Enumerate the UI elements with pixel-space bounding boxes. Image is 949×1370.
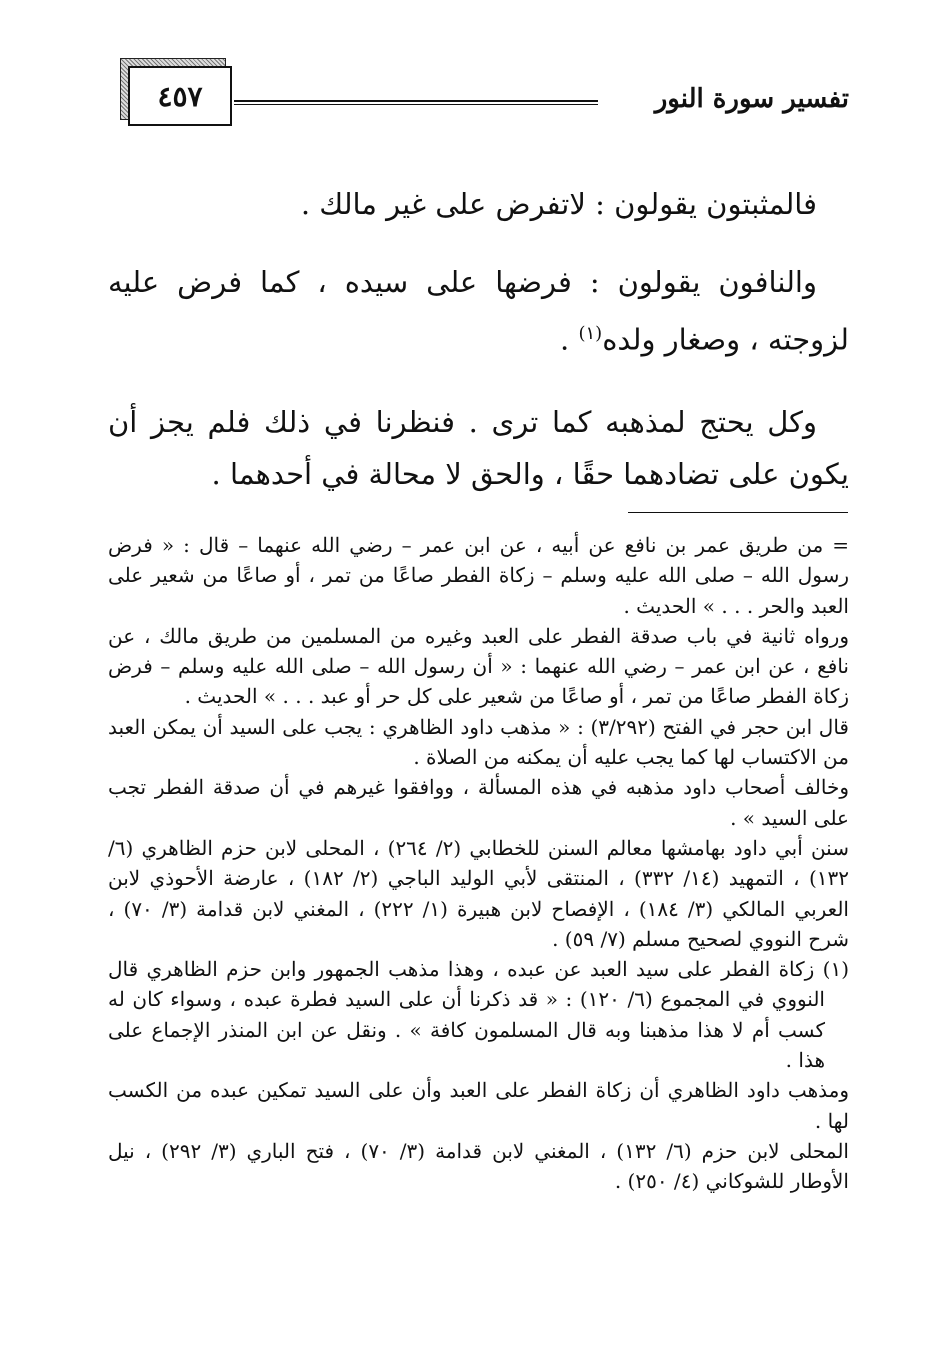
footnote-para-4: وخالف أصحاب داود مذهبه في هذه المسألة ، ووافقوا غيرهم في أن صدقة الفطر تجب على السيد » . <box>108 775 849 830</box>
page-number-box <box>120 58 232 126</box>
footnote-continuation: = من طريق عمر بن نافع عن أبيه ، عن ابن عمر – رضي الله عنهما – قال : « فرض رسول الله – صلى الله عليه وسلم – زكاة الفطر صاعًا من تمر ، أو صاعًا من شعير على العبد والحر . . . » الحديث . <box>108 533 849 618</box>
page-number: ٤٥٧ <box>128 66 232 126</box>
footnote-para-3: قال ابن حجر في الفتح (٣/٢٩٢) : « مذهب داود الظاهري : يجب على السيد أن يمكن العبد من الاكتساب لها كما يجب عليه أن يمكنه من الصلاة . <box>108 714 849 770</box>
paragraph-1: فالمثبتون يقولون : لاتفرض على غير مالك . <box>300 187 817 221</box>
footnotes <box>108 530 849 1197</box>
footnote-sources-1: سنن أبي داود بهامشها معالم السنن للخطابي (٢/ ٢٦٤) ، المحلى لابن حزم الظاهري (٦/ ١٣٢) ، التمهيد (١٤/ ٣٣٢) ، المنتقى لأبي الوليد الباجي (٢/ ١٨٢) ، عارضة الأحوذي لابن العربي المالكي (٣/ ١٨٤) ، الإفصاح لابن هبيرة (١/ ٢٢٢) ، المغني لابن قدامة (٣/ ٧٠) ، شرح النووي لصحيح مسلم (٧/ ٥٩) . <box>108 835 849 951</box>
header-rule <box>234 100 598 102</box>
footnote-1: (١) زكاة الفطر على سيد العبد عن عبده ، وهذا مذهب الجمهور وابن حزم الظاهري قال النووي في المجموع (٦/ ١٢٠) : « قد ذكرنا أن على السيد فطرة عبده ، وسواء كان له كسب أم لا هذا مذهبنا وبه قال المسلمون كافة » . ونقل عن ابن المنذر الإجماع على هذا . <box>108 957 849 1073</box>
paragraph-2-text: والنافون يقولون : فرضها على سيده ، كما فرض عليه لزوجته ، وصغار ولده <box>108 265 849 357</box>
footnote-ref-1: (١) <box>578 323 603 344</box>
footnote-1-para-2: ومذهب داود الظاهري أن زكاة الفطر على العبد وأن على السيد تمكين عبده من الكسب لها . <box>108 1078 849 1133</box>
main-text <box>108 178 849 530</box>
footnote-separator <box>628 512 848 513</box>
footnote-para-2: ورواه ثانية في باب صدقة الفطر على العبد وغيره من المسلمين من طريق مالك ، عن نافع ، عن ابن عمر – رضي الله عنهما : « أن رسول الله – صلى الله عليه وسلم – فرض زكاة الفطر صاعًا من تمر ، أو صاعًا من شعير على كل حر أو عبد . . . » الحديث . <box>108 623 849 709</box>
paragraph-2 <box>108 256 849 366</box>
paragraph-3: وكل يحتج لمذهبه كما ترى . فنظرنا في ذلك فلم يجز أن يكون على تضادهما حقًا ، والحق لا محالة في أحدهما . <box>108 404 849 491</box>
running-title: تفسير سورة النور <box>654 84 849 114</box>
header-rule-thin <box>234 104 598 105</box>
paragraph-2-end: . <box>560 322 579 357</box>
footnote-sources-2: المحلى لابن حزم (٦/ ١٣٢) ، المغني لابن قدامة (٣/ ٧٠) ، فتح الباري (٣/ ٢٩٢) ، نيل الأوطار للشوكاني (٤/ ٢٥٠) . <box>108 1138 849 1194</box>
